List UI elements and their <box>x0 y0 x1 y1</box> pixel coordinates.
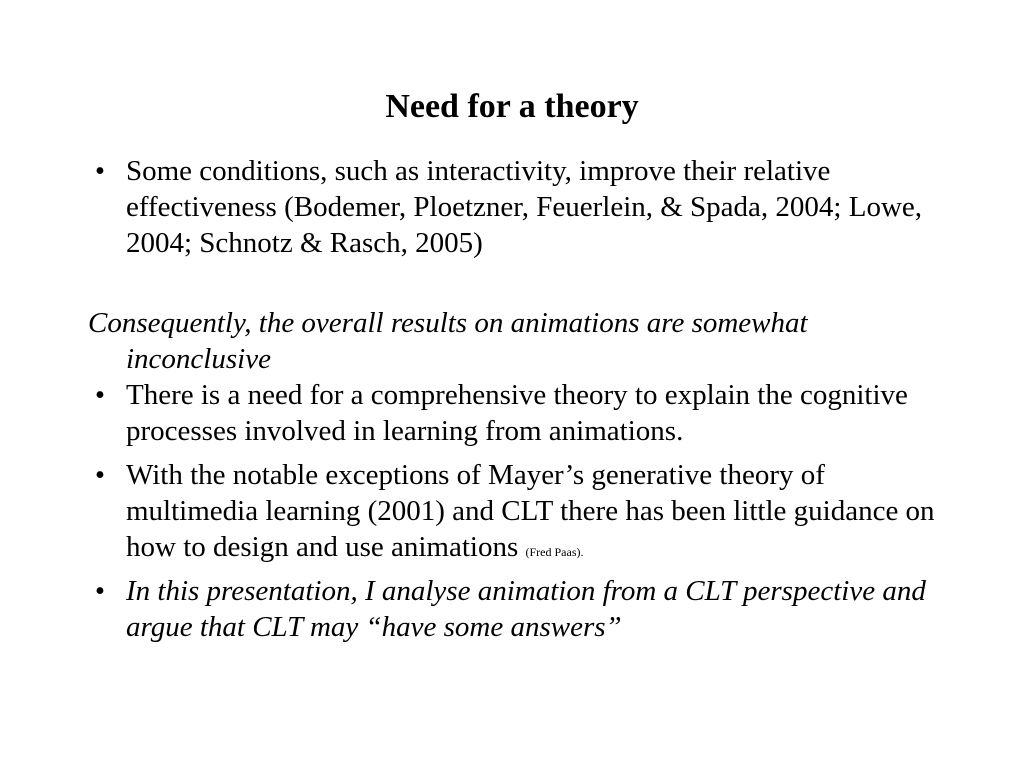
bullet-text-exceptions-wrapper <box>126 457 948 565</box>
bullet-icon: • <box>94 155 106 187</box>
paragraph-spacer <box>88 269 948 305</box>
bullet-text-need-theory: There is a need for a comprehensive theory to explain the cognitive processes involved in learning from animations. <box>126 379 908 447</box>
bullet-text-presentation: In this presentation, I analyse animation from a CLT perspective and argue that CLT may “have some answers” <box>126 575 926 643</box>
bullet-item-need-theory <box>88 377 948 449</box>
bullet-icon: • <box>94 575 106 607</box>
citation-fred-paas: (Fred Paas). <box>525 545 584 559</box>
bullet-icon: • <box>94 379 106 411</box>
slide-content <box>88 153 948 653</box>
bullet-item-presentation <box>88 573 948 645</box>
conclusion-paragraph: Consequently, the overall results on animations are somewhat inconclusive <box>88 307 808 375</box>
bullet-icon: • <box>94 459 106 491</box>
slide-title: Need for a theory <box>385 88 639 125</box>
bullet-text-exceptions: With the notable exceptions of Mayer’s generative theory of multimedia learning (2001) and CLT there has been little guidance on how to design and use animations <box>126 459 935 563</box>
bullet-item-exceptions <box>88 457 948 565</box>
bullet-item-interactivity <box>88 153 948 261</box>
bullet-text-interactivity: Some conditions, such as interactivity, improve their relative effectiveness (Bodemer, Ploetzner, Feuerlein, & Spada, 2004; Lowe, 2004; Schnotz & Rasch, 2005) <box>126 155 923 259</box>
